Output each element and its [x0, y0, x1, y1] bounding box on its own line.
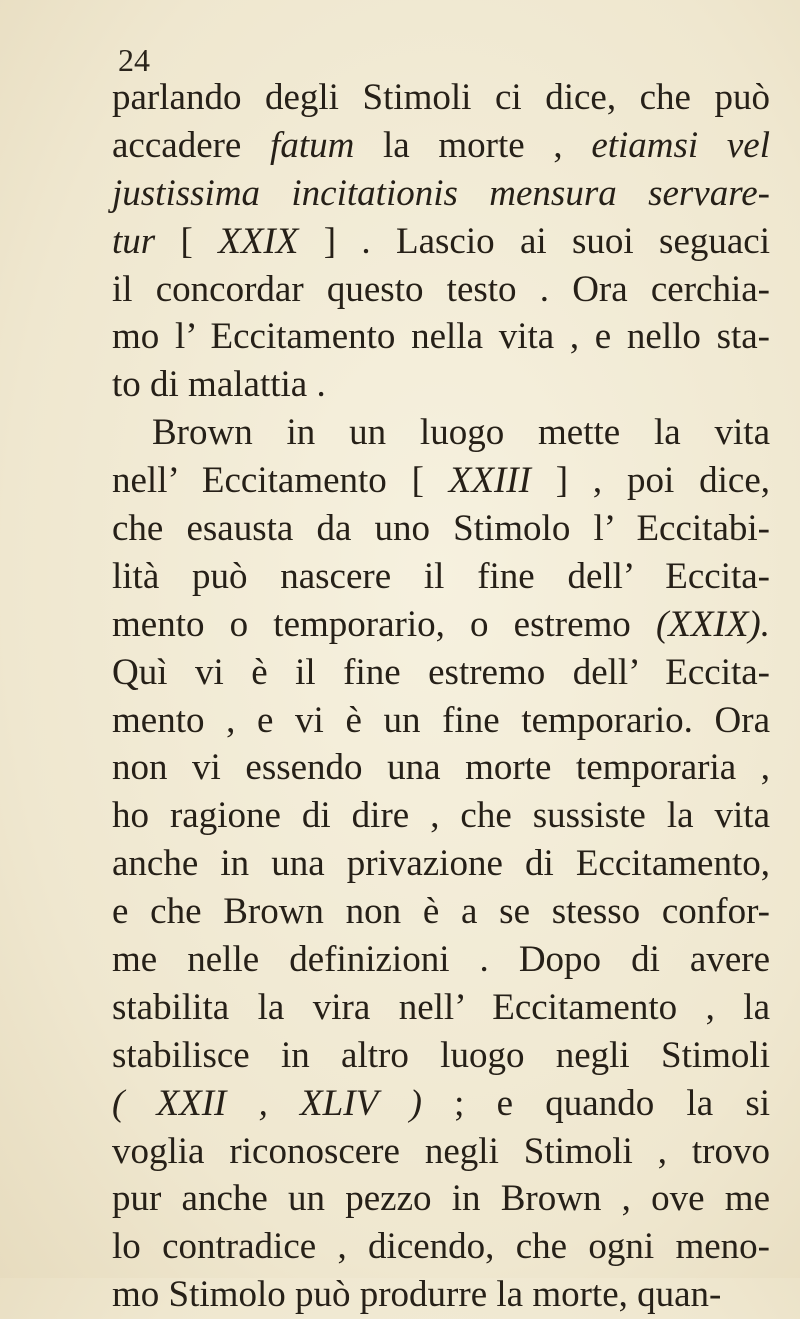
italic-text: etiamsi vel [591, 124, 770, 166]
text-segment: me nelle definizioni . Dopo di avere [112, 939, 770, 981]
text-segment: mo Stimolo può produrre la morte, quan- [112, 1274, 722, 1316]
text-segment: stabilita la vira nell’ Eccitamento , la [112, 986, 770, 1028]
text-line [112, 1128, 770, 1176]
text-line [112, 1175, 770, 1223]
text-segment: lità può nascere il fine dell’ Eccita- [112, 555, 770, 597]
text-line [112, 74, 770, 122]
italic-text: XXIII [448, 460, 531, 502]
text-line [112, 313, 770, 361]
text-segment: Quì vi è il fine estremo dell’ Eccita- [112, 651, 770, 693]
text-segment: Brown in un luogo mette la vita [152, 412, 770, 454]
text-line [112, 697, 770, 745]
text-segment: accadere [112, 124, 271, 166]
text-line [112, 1080, 770, 1128]
text-segment: che esausta da uno Stimolo l’ Eccitabi- [112, 508, 770, 550]
italic-text: XXIX [218, 220, 299, 262]
italic-text: ( XXII , XLIV ) [112, 1082, 422, 1124]
italic-text: tur [112, 220, 156, 262]
text-line [112, 601, 770, 649]
text-line [112, 409, 770, 457]
text-line [112, 744, 770, 792]
text-line [112, 122, 770, 170]
text-line [112, 840, 770, 888]
text-segment: non vi essendo una morte temporaria , [112, 747, 770, 789]
text-line [112, 170, 770, 218]
text-line [112, 649, 770, 697]
italic-text: (XXIX). [655, 603, 770, 645]
text-segment: il concordar questo testo . Ora cerchia- [112, 268, 770, 310]
text-line [112, 936, 770, 984]
text-line [112, 984, 770, 1032]
text-segment: parlando degli Stimoli ci dice, che può [112, 77, 770, 118]
text-segment: mento o temporario, o estremo [112, 603, 656, 645]
text-segment: mento , e vi è un fine temporario. Ora [112, 699, 770, 741]
text-segment: ; e quando la si [421, 1082, 770, 1124]
body-text [112, 74, 770, 1319]
italic-text: fatum [270, 124, 355, 166]
text-segment: to di malattia . [112, 364, 326, 406]
text-segment: anche in una privazione di Eccitamento, [112, 843, 770, 885]
text-line [112, 792, 770, 840]
text-segment: la morte , [354, 124, 592, 166]
text-line [112, 1271, 770, 1319]
text-line [112, 1223, 770, 1271]
text-line [112, 218, 770, 266]
italic-text: justissima incitationis mensura servare- [112, 172, 770, 214]
text-segment: mo l’ Eccitamento nella vita , e nello sta- [112, 316, 770, 358]
text-line [112, 505, 770, 553]
text-segment: [ [155, 220, 219, 262]
page-number: 24 [118, 42, 150, 78]
text-segment: ] , poi dice, [530, 460, 770, 502]
text-line [112, 266, 770, 314]
text-line [112, 361, 770, 409]
text-segment: ho ragione di dire , che sussiste la vita [112, 795, 770, 837]
text-segment: voglia riconoscere negli Stimoli , trovo [112, 1130, 770, 1172]
text-segment: pur anche un pezzo in Brown , ove me [112, 1178, 770, 1220]
text-segment: nell’ Eccitamento [ [112, 460, 449, 502]
text-line [112, 457, 770, 505]
text-line [112, 888, 770, 936]
text-segment: stabilisce in altro luogo negli Stimoli [112, 1034, 770, 1076]
text-line [112, 553, 770, 601]
text-segment: lo contradice , dicendo, che ogni meno- [112, 1226, 770, 1268]
text-segment: ] . Lascio ai suoi seguaci [298, 220, 770, 262]
text-line [112, 1032, 770, 1080]
text-segment: e che Brown non è a se stesso confor- [112, 891, 770, 933]
